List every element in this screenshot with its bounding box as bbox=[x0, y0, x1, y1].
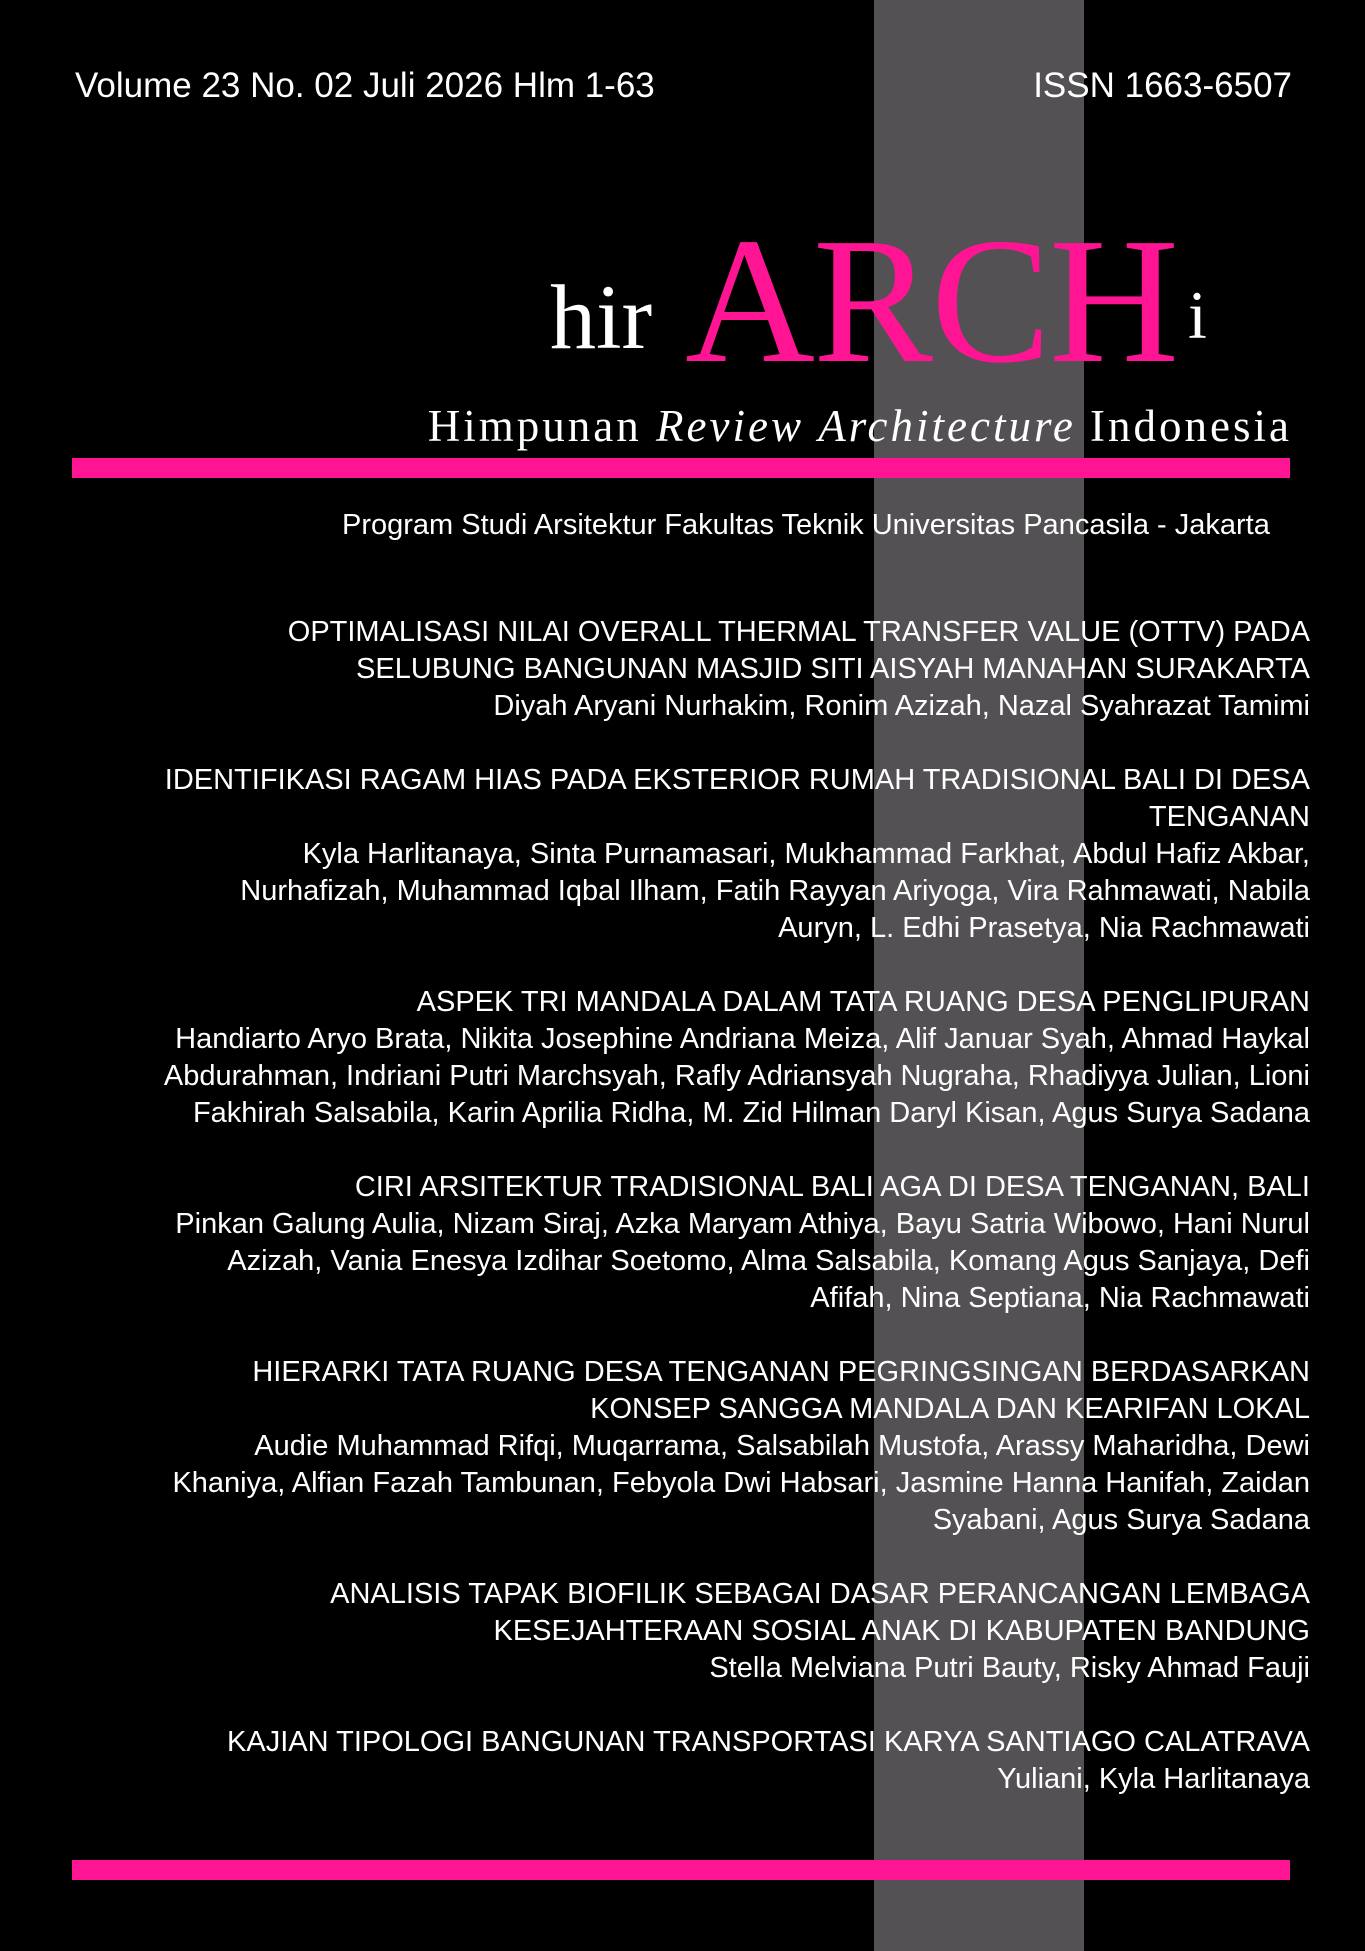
article-authors-line: Khaniya, Alfian Fazah Tambunan, Febyola Dwi Habsari, Jasmine Hanna Hanifah, Zaidan bbox=[172, 1467, 1310, 1499]
subtitle-word: Himpunan bbox=[427, 401, 642, 451]
article-authors-line: Stella Melviana Putri Bauty, Risky Ahmad Fauji bbox=[709, 1652, 1310, 1684]
article-entry bbox=[60, 614, 1310, 725]
article-authors-line: Diyah Aryani Nurhakim, Ronim Azizah, Nazal Syahrazat Tamimi bbox=[493, 690, 1310, 722]
article-title-line: OPTIMALISASI NILAI OVERALL THERMAL TRANSFER VALUE (OTTV) PADA bbox=[287, 616, 1310, 648]
subtitle-word: Indonesia bbox=[1090, 401, 1292, 451]
subtitle-word-italic: Review bbox=[656, 401, 804, 451]
journal-subtitle bbox=[428, 400, 1292, 452]
article-list bbox=[60, 614, 1310, 1835]
article-authors-line: Auryn, L. Edhi Prasetya, Nia Rachmawati bbox=[778, 912, 1310, 944]
article-entry bbox=[60, 1724, 1310, 1798]
article-entry bbox=[60, 1576, 1310, 1687]
article-authors-line: Kyla Harlitanaya, Sinta Purnamasari, Mukhammad Farkhat, Abdul Hafiz Akbar, bbox=[302, 838, 1310, 870]
article-authors-line: Syabani, Agus Surya Sadana bbox=[932, 1504, 1310, 1536]
article-title-line: KESEJAHTERAAN SOSIAL ANAK DI KABUPATEN BANDUNG bbox=[493, 1615, 1310, 1647]
article-entry bbox=[60, 1354, 1310, 1539]
logo-part-hir: hir bbox=[550, 266, 653, 368]
article-authors-line: Pinkan Galung Aulia, Nizam Siraj, Azka Maryam Athiya, Bayu Satria Wibowo, Hani Nurul bbox=[175, 1208, 1310, 1240]
article-authors-line: Fakhirah Salsabila, Karin Aprilia Ridha, M. Zid Hilman Daryl Kisan, Agus Surya Sadana bbox=[192, 1097, 1310, 1129]
article-title-line: KONSEP SANGGA MANDALA DAN KEARIFAN LOKAL bbox=[590, 1393, 1310, 1425]
article-title-line: CIRI ARSITEKTUR TRADISIONAL BALI AGA DI DESA TENGANAN, BALI bbox=[354, 1171, 1310, 1203]
article-title-line: TENGANAN bbox=[1148, 801, 1310, 833]
article-authors-line: Abdurahman, Indriani Putri Marchsyah, Rafly Adriansyah Nugraha, Rhadiyya Julian, Lioni bbox=[163, 1060, 1310, 1092]
article-title-line: SELUBUNG BANGUNAN MASJID SITI AISYAH MANAHAN SURAKARTA bbox=[356, 653, 1310, 685]
article-entry bbox=[60, 762, 1310, 947]
article-entry bbox=[60, 1169, 1310, 1317]
issn: ISSN 1663-6507 bbox=[1033, 66, 1292, 105]
bottom-pink-bar bbox=[72, 1860, 1290, 1880]
article-authors-line: Yuliani, Kyla Harlitanaya bbox=[997, 1763, 1310, 1795]
logo-part-i: i bbox=[1188, 277, 1207, 353]
institution: Program Studi Arsitektur Fakultas Teknik Universitas Pancasila - Jakarta bbox=[342, 509, 1270, 541]
article-title-line: IDENTIFIKASI RAGAM HIAS PADA EKSTERIOR RUMAH TRADISIONAL BALI DI DESA bbox=[164, 764, 1310, 796]
logo-part-arch: ARCH bbox=[685, 201, 1178, 400]
top-pink-bar bbox=[72, 458, 1290, 478]
article-title-line: KAJIAN TIPOLOGI BANGUNAN TRANSPORTASI KARYA SANTIAGO CALATRAVA bbox=[227, 1726, 1310, 1758]
subtitle-word-italic: Architecture bbox=[818, 401, 1076, 451]
article-authors-line: Nurhafizah, Muhammad Iqbal Ilham, Fatih Rayyan Ariyoga, Vira Rahmawati, Nabila bbox=[240, 875, 1310, 907]
article-title-line: HIERARKI TATA RUANG DESA TENGANAN PEGRINGSINGAN BERDASARKAN bbox=[252, 1356, 1310, 1388]
article-authors-line: Handiarto Aryo Brata, Nikita Josephine Andriana Meiza, Alif Januar Syah, Ahmad Haykal bbox=[175, 1023, 1310, 1055]
volume-info: Volume 23 No. 02 Juli 2026 Hlm 1-63 bbox=[75, 66, 655, 105]
article-authors-line: Afifah, Nina Septiana, Nia Rachmawati bbox=[810, 1282, 1310, 1314]
article-entry bbox=[60, 984, 1310, 1132]
article-authors-line: Azizah, Vania Enesya Izdihar Soetomo, Alma Salsabila, Komang Agus Sanjaya, Defi bbox=[227, 1245, 1310, 1277]
article-authors-line: Audie Muhammad Rifqi, Muqarrama, Salsabilah Mustofa, Arassy Maharidha, Dewi bbox=[254, 1430, 1310, 1462]
article-title-line: ASPEK TRI MANDALA DALAM TATA RUANG DESA PENGLIPURAN bbox=[416, 986, 1310, 1018]
article-title-line: ANALISIS TAPAK BIOFILIK SEBAGAI DASAR PERANCANGAN LEMBAGA bbox=[330, 1578, 1310, 1610]
